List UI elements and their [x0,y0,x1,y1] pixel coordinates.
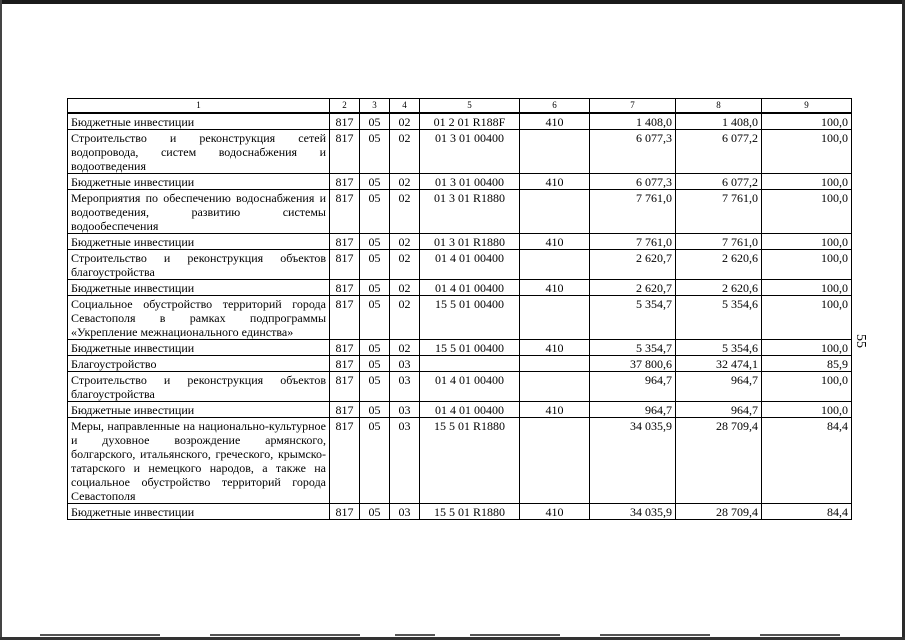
cell-c2: 817 [330,234,360,250]
cell-c7: 964,7 [590,372,676,402]
table-row [68,372,852,402]
cell-c2: 817 [330,174,360,190]
cell-c2: 817 [330,280,360,296]
scan-edge-top [0,0,905,4]
table-row [68,418,852,504]
cell-c6 [520,130,590,174]
cell-c4: 02 [390,174,420,190]
cell-c2: 817 [330,402,360,418]
row-name: Строительство и реконструкция сетей водопровода, систем водоснабжения и водоотведения [68,130,330,174]
cell-c9: 100,0 [762,296,852,340]
table-row [68,234,852,250]
cell-c7: 964,7 [590,402,676,418]
cell-c4: 02 [390,280,420,296]
table-row [68,356,852,372]
cell-c7: 37 800,6 [590,356,676,372]
cell-c6 [520,250,590,280]
column-header: 7 [590,99,676,114]
column-header: 4 [390,99,420,114]
cell-c2: 817 [330,418,360,504]
cell-c8: 2 620,6 [676,280,762,296]
cell-c6: 410 [520,234,590,250]
cell-c8: 964,7 [676,402,762,418]
cell-c9: 100,0 [762,190,852,234]
cell-c8: 5 354,6 [676,296,762,340]
cell-c2: 817 [330,130,360,174]
row-name: Бюджетные инвестиции [68,340,330,356]
row-name: Бюджетные инвестиции [68,402,330,418]
cell-c5: 15 5 01 00400 [420,340,520,356]
cell-c5: 01 3 01 R1880 [420,234,520,250]
cell-c3: 05 [360,250,390,280]
cell-c3: 05 [360,130,390,174]
cell-c7: 2 620,7 [590,280,676,296]
cell-c6: 410 [520,280,590,296]
table-row [68,130,852,174]
cell-c6 [520,356,590,372]
cell-c9: 100,0 [762,174,852,190]
cell-c3: 05 [360,113,390,130]
cell-c9: 100,0 [762,280,852,296]
cell-c4: 02 [390,234,420,250]
cell-c9: 84,4 [762,418,852,504]
cell-c6: 410 [520,113,590,130]
cell-c4: 03 [390,372,420,402]
cell-c2: 817 [330,340,360,356]
cell-c5: 01 3 01 R1880 [420,190,520,234]
cell-c7: 7 761,0 [590,234,676,250]
cell-c6 [520,190,590,234]
cell-c5: 15 5 01 00400 [420,296,520,340]
cell-c9: 100,0 [762,130,852,174]
row-name: Социальное обустройство территорий города Севастополя в рамках подпрограммы «Укрепление межнационального единства» [68,296,330,340]
cell-c2: 817 [330,113,360,130]
column-header: 8 [676,99,762,114]
cell-c2: 817 [330,504,360,520]
row-name: Бюджетные инвестиции [68,504,330,520]
row-name: Благоустройство [68,356,330,372]
cell-c3: 05 [360,372,390,402]
cell-c3: 05 [360,402,390,418]
cell-c9: 100,0 [762,250,852,280]
scan-edge-left [0,0,2,640]
budget-table [67,98,852,520]
table-row [68,190,852,234]
cell-c3: 05 [360,340,390,356]
cell-c7: 34 035,9 [590,504,676,520]
page-number: 55 [853,334,868,348]
cell-c8: 7 761,0 [676,190,762,234]
cell-c6: 410 [520,174,590,190]
column-header: 9 [762,99,852,114]
cell-c3: 05 [360,190,390,234]
cell-c5: 01 3 01 00400 [420,130,520,174]
cell-c4: 03 [390,402,420,418]
column-header: 6 [520,99,590,114]
cell-c4: 03 [390,418,420,504]
cell-c4: 02 [390,250,420,280]
column-header: 3 [360,99,390,114]
cell-c2: 817 [330,296,360,340]
cell-c5: 01 4 01 00400 [420,372,520,402]
cell-c3: 05 [360,418,390,504]
cell-c6: 410 [520,504,590,520]
row-name: Строительство и реконструкция объектов благоустройства [68,372,330,402]
cell-c5: 01 3 01 00400 [420,174,520,190]
cell-c6 [520,296,590,340]
cell-c5: 15 5 01 R1880 [420,418,520,504]
cell-c5: 01 4 01 00400 [420,280,520,296]
cell-c9: 100,0 [762,372,852,402]
cell-c9: 100,0 [762,340,852,356]
cell-c8: 6 077,2 [676,130,762,174]
cell-c7: 2 620,7 [590,250,676,280]
cell-c8: 1 408,0 [676,113,762,130]
row-name: Строительство и реконструкция объектов благоустройства [68,250,330,280]
table-row [68,340,852,356]
cell-c3: 05 [360,280,390,296]
cell-c4: 02 [390,190,420,234]
table-row [68,174,852,190]
cell-c8: 964,7 [676,372,762,402]
cell-c4: 02 [390,340,420,356]
cell-c8: 5 354,6 [676,340,762,356]
cell-c2: 817 [330,356,360,372]
table-row [68,250,852,280]
row-name: Бюджетные инвестиции [68,113,330,130]
cell-c6: 410 [520,340,590,356]
cell-c6: 410 [520,402,590,418]
cell-c2: 817 [330,372,360,402]
column-header: 5 [420,99,520,114]
cell-c9: 84,4 [762,504,852,520]
cell-c3: 05 [360,356,390,372]
cell-c3: 05 [360,174,390,190]
column-header: 1 [68,99,330,114]
row-name: Меры, направленные на национально-культурное и духовное возрождение армянского, болгарского, итальянского, греческого, крымско-татарского и немецкого народов, а также на социальное обустройство территорий города Севастополя [68,418,330,504]
row-name: Мероприятия по обеспечению водоснабжения и водоотведения, развитию системы водообеспечения [68,190,330,234]
cell-c2: 817 [330,250,360,280]
row-name: Бюджетные инвестиции [68,280,330,296]
cell-c9: 100,0 [762,113,852,130]
cell-c7: 6 077,3 [590,130,676,174]
row-name: Бюджетные инвестиции [68,234,330,250]
cell-c8: 7 761,0 [676,234,762,250]
cell-c4: 02 [390,113,420,130]
cell-c3: 05 [360,234,390,250]
cell-c5: 15 5 01 R1880 [420,504,520,520]
cell-c3: 05 [360,504,390,520]
cell-c7: 5 354,7 [590,296,676,340]
cell-c9: 100,0 [762,402,852,418]
cell-c8: 28 709,4 [676,504,762,520]
cell-c5: 01 4 01 00400 [420,402,520,418]
cell-c7: 6 077,3 [590,174,676,190]
cell-c7: 7 761,0 [590,190,676,234]
cell-c8: 2 620,6 [676,250,762,280]
table-row [68,504,852,520]
cell-c4: 02 [390,296,420,340]
cell-c4: 03 [390,504,420,520]
cell-c8: 32 474,1 [676,356,762,372]
cell-c9: 85,9 [762,356,852,372]
table-row [68,402,852,418]
cell-c7: 1 408,0 [590,113,676,130]
cell-c3: 05 [360,296,390,340]
cell-c4: 03 [390,356,420,372]
cell-c6 [520,418,590,504]
cell-c8: 28 709,4 [676,418,762,504]
table-row [68,113,852,130]
table-row [68,296,852,340]
cell-c9: 100,0 [762,234,852,250]
cell-c5: 01 4 01 00400 [420,250,520,280]
cell-c6 [520,372,590,402]
header-row [68,99,852,114]
cell-c5: 01 2 01 R188F [420,113,520,130]
cell-c8: 6 077,2 [676,174,762,190]
row-name: Бюджетные инвестиции [68,174,330,190]
cell-c5 [420,356,520,372]
table-row [68,280,852,296]
cell-c7: 34 035,9 [590,418,676,504]
cell-c7: 5 354,7 [590,340,676,356]
cell-c4: 02 [390,130,420,174]
cell-c2: 817 [330,190,360,234]
column-header: 2 [330,99,360,114]
